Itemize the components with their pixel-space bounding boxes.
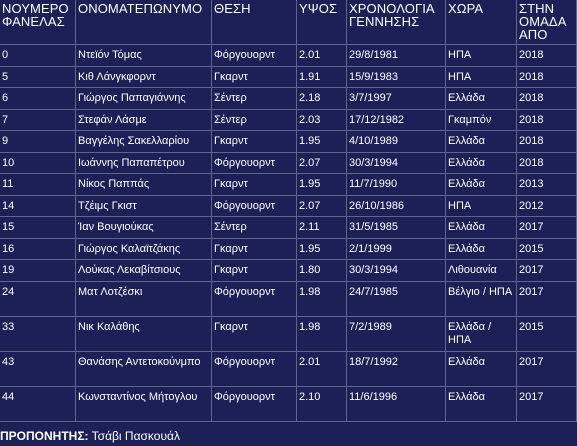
table-row bbox=[0, 316, 577, 351]
cell-since: 2018 bbox=[517, 45, 577, 67]
header-since: ΣΤΗΝ ΟΜΑΔΑ ΑΠΟ bbox=[517, 0, 577, 45]
cell-country: Λιθουανία bbox=[446, 260, 517, 282]
cell-number: 24 bbox=[0, 281, 76, 316]
cell-position: Γκαρντ bbox=[212, 174, 297, 196]
table-row bbox=[0, 174, 577, 196]
cell-name: Κωνσταντίνος Μήτογλου bbox=[76, 386, 212, 421]
table-row bbox=[0, 152, 577, 174]
cell-name: Τζέιμς Γκιστ bbox=[76, 195, 212, 217]
cell-birthdate: 7/2/1989 bbox=[347, 316, 446, 351]
cell-number: 6 bbox=[0, 88, 76, 110]
cell-birthdate: 29/8/1981 bbox=[347, 45, 446, 67]
cell-country: Ελλάδα bbox=[446, 238, 517, 260]
cell-country: Ελλάδα bbox=[446, 174, 517, 196]
cell-height: 1.95 bbox=[297, 131, 347, 153]
cell-birthdate: 24/7/1985 bbox=[347, 281, 446, 316]
cell-name: Στεφάν Λάσμε bbox=[76, 109, 212, 131]
roster-body bbox=[0, 45, 577, 422]
cell-height: 2.01 bbox=[297, 351, 347, 386]
cell-since: 2018 bbox=[517, 109, 577, 131]
cell-height: 1.95 bbox=[297, 238, 347, 260]
table-row bbox=[0, 195, 577, 217]
table-row bbox=[0, 386, 577, 421]
cell-height: 2.10 bbox=[297, 386, 347, 421]
cell-number: 43 bbox=[0, 351, 76, 386]
cell-height: 2.18 bbox=[297, 88, 347, 110]
cell-name: Ματ Λοτζέσκι bbox=[76, 281, 212, 316]
cell-birthdate: 3/7/1997 bbox=[347, 88, 446, 110]
cell-birthdate: 2/1/1999 bbox=[347, 238, 446, 260]
cell-position: Σέντερ bbox=[212, 217, 297, 239]
cell-position: Σέντερ bbox=[212, 109, 297, 131]
cell-height: 2.07 bbox=[297, 152, 347, 174]
cell-position: Γκαρντ bbox=[212, 316, 297, 351]
header-position: ΘΕΣΗ bbox=[212, 0, 297, 45]
table-row bbox=[0, 260, 577, 282]
cell-country: Ελλάδα bbox=[446, 217, 517, 239]
cell-since: 2018 bbox=[517, 88, 577, 110]
table-row bbox=[0, 351, 577, 386]
cell-number: 7 bbox=[0, 109, 76, 131]
cell-position: Φόργουορντ bbox=[212, 195, 297, 217]
cell-height: 1.98 bbox=[297, 316, 347, 351]
cell-number: 19 bbox=[0, 260, 76, 282]
table-row bbox=[0, 281, 577, 316]
cell-height: 1.80 bbox=[297, 260, 347, 282]
table-row bbox=[0, 66, 577, 88]
cell-birthdate: 11/7/1990 bbox=[347, 174, 446, 196]
cell-country: Ελλάδα / ΗΠΑ bbox=[446, 316, 517, 351]
cell-position: Φόργουορντ bbox=[212, 45, 297, 67]
cell-since: 2017 bbox=[517, 386, 577, 421]
header-number: ΝΟΥΜΕΡΟ ΦΑΝΕΛΑΣ bbox=[0, 0, 76, 45]
cell-height: 2.01 bbox=[297, 45, 347, 67]
cell-name: Νικ Καλάθης bbox=[76, 316, 212, 351]
header-birthdate: ΧΡΟΝΟΛΟΓΙΑ ΓΕΝΝΗΣΗΣ bbox=[347, 0, 446, 45]
cell-number: 16 bbox=[0, 238, 76, 260]
cell-name: Κιθ Λάνγκφορντ bbox=[76, 66, 212, 88]
cell-height: 2.03 bbox=[297, 109, 347, 131]
cell-position: Γκαρντ bbox=[212, 131, 297, 153]
cell-birthdate: 30/3/1994 bbox=[347, 152, 446, 174]
cell-country: Ελλάδα bbox=[446, 88, 517, 110]
header-country: ΧΩΡΑ bbox=[446, 0, 517, 45]
cell-since: 2017 bbox=[517, 351, 577, 386]
cell-since: 2015 bbox=[517, 238, 577, 260]
cell-name: Γιώργος Παπαγιάννης bbox=[76, 88, 212, 110]
cell-name: Λούκας Λεκαβίτσιους bbox=[76, 260, 212, 282]
table-row bbox=[0, 217, 577, 239]
cell-since: 2012 bbox=[517, 195, 577, 217]
cell-country: ΗΠΑ bbox=[446, 45, 517, 67]
cell-birthdate: 15/9/1983 bbox=[347, 66, 446, 88]
cell-since: 2018 bbox=[517, 131, 577, 153]
cell-since: 2017 bbox=[517, 217, 577, 239]
cell-birthdate: 26/10/1986 bbox=[347, 195, 446, 217]
cell-since: 2018 bbox=[517, 66, 577, 88]
cell-height: 1.95 bbox=[297, 174, 347, 196]
cell-birthdate: 30/3/1994 bbox=[347, 260, 446, 282]
cell-height: 1.98 bbox=[297, 281, 347, 316]
cell-birthdate: 18/7/1992 bbox=[347, 351, 446, 386]
table-row bbox=[0, 45, 577, 67]
cell-position: Γκαρντ bbox=[212, 260, 297, 282]
cell-country: ΗΠΑ bbox=[446, 195, 517, 217]
coach-line bbox=[0, 428, 180, 444]
cell-since: 2018 bbox=[517, 152, 577, 174]
cell-position: Γκαρντ bbox=[212, 238, 297, 260]
cell-since: 2013 bbox=[517, 174, 577, 196]
cell-birthdate: 31/5/1985 bbox=[347, 217, 446, 239]
cell-name: Ντεϊόν Τόμας bbox=[76, 45, 212, 67]
cell-height: 2.11 bbox=[297, 217, 347, 239]
cell-birthdate: 11/6/1996 bbox=[347, 386, 446, 421]
cell-country: Ελλάδα bbox=[446, 386, 517, 421]
cell-country: Γκαμπόν bbox=[446, 109, 517, 131]
coach-name: Τσάβι Πασκουάλ bbox=[91, 429, 180, 443]
cell-name: Βαγγέλης Σακελλαρίου bbox=[76, 131, 212, 153]
table-row bbox=[0, 238, 577, 260]
cell-country: Ελλάδα bbox=[446, 131, 517, 153]
cell-number: 15 bbox=[0, 217, 76, 239]
cell-name: Γιώργος Καλαϊτζάκης bbox=[76, 238, 212, 260]
cell-birthdate: 17/12/1982 bbox=[347, 109, 446, 131]
cell-name: Νίκος Παππάς bbox=[76, 174, 212, 196]
cell-position: Σέντερ bbox=[212, 88, 297, 110]
cell-since: 2015 bbox=[517, 316, 577, 351]
table-row bbox=[0, 131, 577, 153]
cell-position: Φόργουορντ bbox=[212, 152, 297, 174]
cell-number: 0 bbox=[0, 45, 76, 67]
cell-number: 5 bbox=[0, 66, 76, 88]
cell-since: 2017 bbox=[517, 260, 577, 282]
cell-number: 9 bbox=[0, 131, 76, 153]
cell-position: Φόργουορντ bbox=[212, 281, 297, 316]
cell-position: Γκαρντ bbox=[212, 66, 297, 88]
cell-number: 44 bbox=[0, 386, 76, 421]
table-row bbox=[0, 88, 577, 110]
cell-number: 10 bbox=[0, 152, 76, 174]
cell-number: 14 bbox=[0, 195, 76, 217]
table-row bbox=[0, 109, 577, 131]
header-row bbox=[0, 0, 577, 45]
cell-name: Ιωάννης Παπαπέτρου bbox=[76, 152, 212, 174]
cell-name: Ίαν Βουγιούκας bbox=[76, 217, 212, 239]
cell-number: 33 bbox=[0, 316, 76, 351]
cell-country: ΗΠΑ bbox=[446, 66, 517, 88]
header-name: ΟΝΟΜΑΤΕΠΩΝΥΜΟ bbox=[76, 0, 212, 45]
cell-country: Ελλάδα bbox=[446, 351, 517, 386]
cell-since: 2017 bbox=[517, 281, 577, 316]
cell-height: 2.07 bbox=[297, 195, 347, 217]
cell-number: 11 bbox=[0, 174, 76, 196]
cell-position: Φόργουορντ bbox=[212, 386, 297, 421]
cell-country: Ελλάδα bbox=[446, 152, 517, 174]
cell-birthdate: 4/10/1989 bbox=[347, 131, 446, 153]
header-height: ΥΨΟΣ bbox=[297, 0, 347, 45]
cell-name: Θανάσης Αντετοκούνμπο bbox=[76, 351, 212, 386]
cell-height: 1.91 bbox=[297, 66, 347, 88]
cell-position: Φόργουορντ bbox=[212, 351, 297, 386]
coach-label: ΠΡΟΠΟΝΗΤΗΣ: bbox=[0, 429, 89, 443]
cell-country: Βέλγιο / ΗΠΑ bbox=[446, 281, 517, 316]
